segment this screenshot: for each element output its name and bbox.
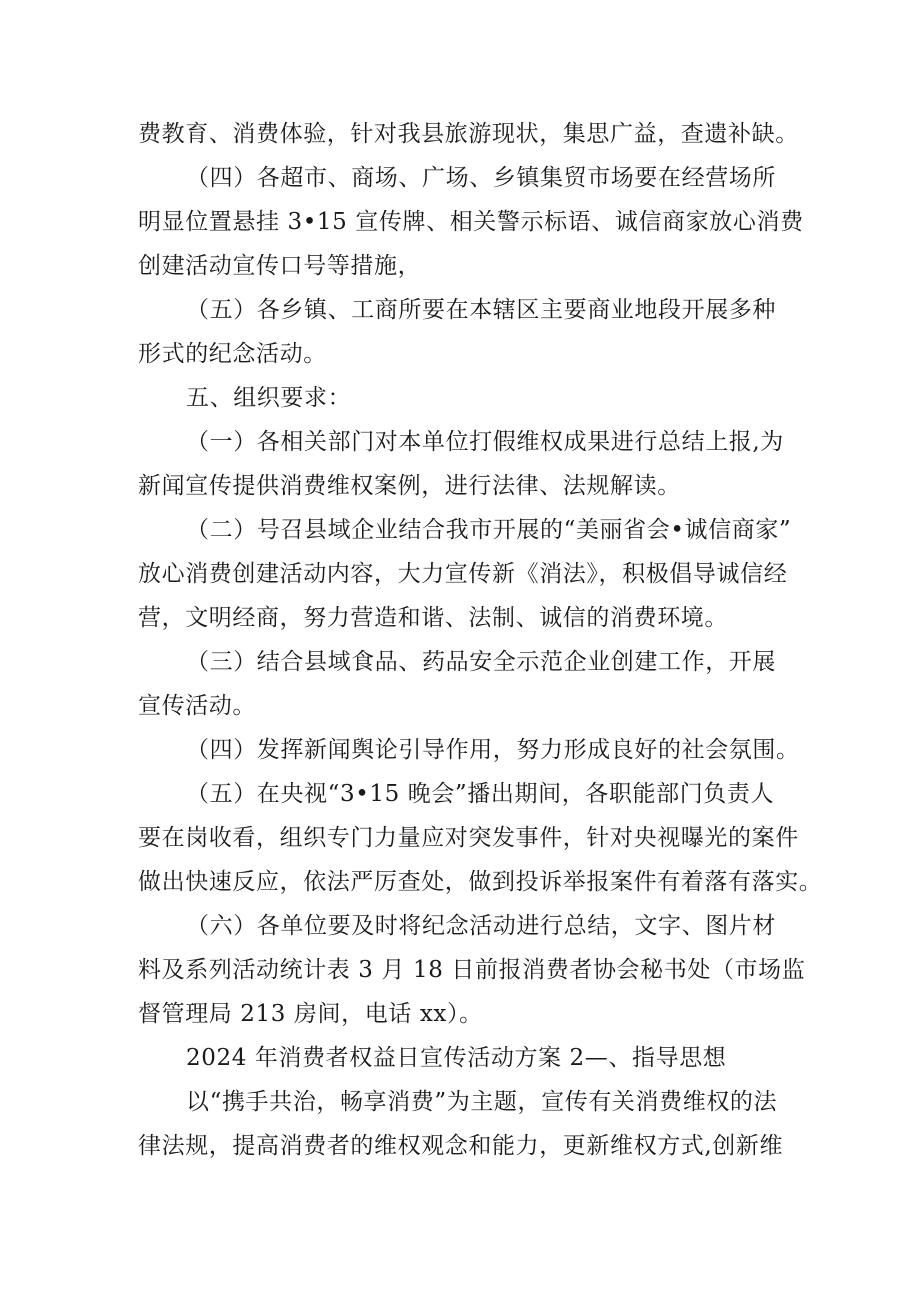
text-line: 要在岗收看，组织专门力量应对突发事件，针对央视曝光的案件 bbox=[138, 825, 799, 851]
text-line: 放心消费创建活动内容，大力宣传新《消法》，积极倡导诚信经 bbox=[138, 561, 788, 587]
document-body bbox=[138, 112, 823, 1168]
text-line: 营，文明经商，努力营造和谐、法制、诚信的消费环境。 bbox=[138, 605, 728, 631]
text-line: 创建活动宣传口号等措施， bbox=[138, 253, 422, 279]
text-line: 料及系列活动统计表 3 月 18 日前报消费者协会秘书处（市场监 bbox=[138, 957, 806, 983]
text-line: （二）号召县域企业结合我市开展的“美丽省会•诚信商家” bbox=[186, 517, 792, 543]
text-line: （五）在央视“3•15 晚会”播出期间，各职能部门负责人 bbox=[186, 781, 775, 807]
text-line: 宣传活动。 bbox=[138, 693, 256, 719]
text-line: 做出快速反应，依法严厉查处，做到投诉举报案件有着落有落实。 bbox=[138, 869, 823, 895]
text-line: 费教育、消费体验，针对我县旅游现状，集思广益，查遗补缺。 bbox=[138, 121, 799, 147]
text-line: （一）各相关部门对本单位打假维权成果进行总结上报,为 bbox=[186, 429, 784, 455]
text-line: 明显位置悬挂 3•15 宣传牌、相关警示标语、诚信商家放心消费 bbox=[138, 209, 804, 235]
text-line: 五、组织要求： bbox=[186, 385, 352, 411]
text-line: 律法规，提高消费者的维权观念和能力，更新维权方式,创新维 bbox=[138, 1133, 784, 1159]
text-line: 新闻宣传提供消费维权案例，进行法律、法规解读。 bbox=[138, 473, 681, 499]
text-line: （六）各单位要及时将纪念活动进行总结，文字、图片材 bbox=[186, 913, 776, 939]
text-line: 形式的纪念活动。 bbox=[138, 341, 327, 367]
text-line: （五）各乡镇、工商所要在本辖区主要商业地段开展多种 bbox=[186, 297, 776, 323]
text-line: （三）结合县域食品、药品安全示范企业创建工作，开展 bbox=[186, 649, 776, 675]
text-line: 以“携手共治，畅享消费”为主题，宣传有关消费维权的法 bbox=[186, 1089, 778, 1115]
text-line: （四）各超市、商场、广场、乡镇集贸市场要在经营场所 bbox=[186, 165, 776, 191]
text-line: 督管理局 213 房间，电话 xx）。 bbox=[138, 1001, 483, 1027]
text-line: （四）发挥新闻舆论引导作用，努力形成良好的社会氛围。 bbox=[186, 737, 800, 763]
text-line: 2024 年消费者权益日宣传活动方案 2—、指导思想 bbox=[186, 1045, 727, 1071]
